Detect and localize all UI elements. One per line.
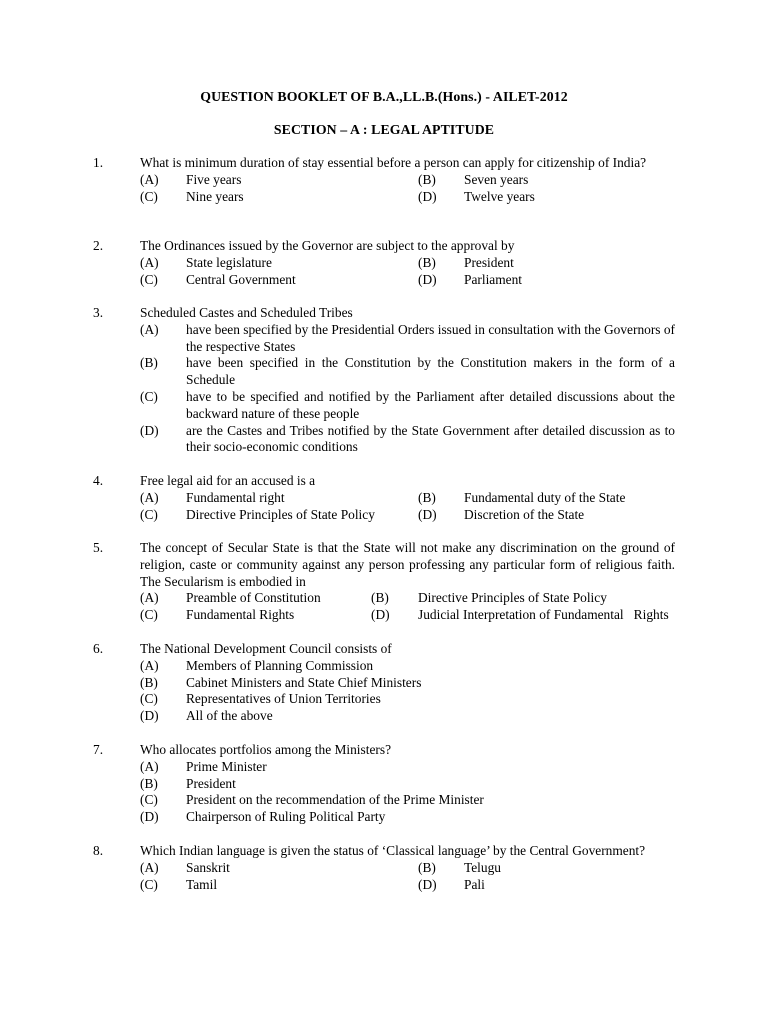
question-stem: Free legal aid for an accused is a [140, 473, 316, 488]
option-text: Chairperson of Ruling Political Party [186, 809, 386, 825]
question-number: 8. [93, 843, 104, 858]
option-label: (A) [140, 171, 159, 187]
option-text: have been specified in the Constitution by the Constitution makers in the form of a Schedule [186, 355, 675, 388]
option-row [0, 860, 768, 877]
option-label: (D) [418, 188, 437, 204]
option-item [0, 355, 768, 389]
option-text: State legislature [186, 254, 272, 270]
option-text: President [186, 775, 236, 791]
option-label: (D) [140, 708, 159, 724]
question-3 [0, 305, 768, 456]
question-number: 5. [93, 540, 104, 555]
option-row [0, 272, 768, 289]
option-label: (A) [140, 657, 159, 673]
option-label: (C) [140, 271, 158, 287]
option-row [0, 792, 768, 809]
option-label: (A) [140, 489, 159, 505]
question-6 [0, 641, 768, 725]
option-row [0, 490, 768, 507]
question-7 [0, 742, 768, 826]
option-text: Fundamental right [186, 489, 285, 505]
option-label: (D) [371, 607, 390, 623]
option-label: (D) [140, 809, 159, 825]
option-text: All of the above [186, 708, 273, 724]
option-text: Nine years [186, 188, 244, 204]
question-number: 7. [93, 742, 104, 757]
option-label: (B) [140, 355, 158, 371]
question-stem: The National Development Council consists of [140, 641, 392, 656]
option-text: Fundamental Rights [186, 607, 295, 623]
question-number: 6. [93, 641, 104, 656]
option-label: (B) [371, 590, 389, 606]
option-item [0, 322, 768, 356]
question-number: 3. [93, 305, 104, 320]
section-heading: SECTION – A : LEGAL APTITUDE [273, 122, 495, 137]
option-text: Fundamental duty of the State [464, 489, 626, 505]
option-label: (D) [418, 506, 437, 522]
option-row [0, 877, 768, 894]
option-text: Sanskrit [186, 859, 230, 875]
option-text: have to be specified and notified by the Parliament after detailed discussions about the backward nature of these people [186, 388, 675, 421]
option-text: Central Government [186, 271, 296, 287]
question-stem: Who allocates portfolios among the Ministers? [140, 742, 392, 757]
option-text: Pali [464, 876, 485, 892]
option-label: (C) [140, 607, 158, 623]
question-8 [0, 843, 768, 893]
option-text: Seven years [464, 171, 529, 187]
option-label: (C) [140, 388, 158, 404]
option-row [0, 607, 768, 624]
option-text: Prime Minister [186, 758, 267, 774]
option-text: President on the recommendation of the Prime Minister [186, 792, 484, 808]
option-row [0, 776, 768, 793]
question-number: 1. [93, 155, 104, 170]
option-label: (B) [418, 859, 436, 875]
option-label: (C) [140, 506, 158, 522]
option-row [0, 809, 768, 826]
option-label: (A) [140, 758, 159, 774]
option-label: (D) [418, 876, 437, 892]
question-stem: What is minimum duration of stay essential before a person can apply for citizenship of India? [140, 155, 647, 170]
question-4 [0, 473, 768, 523]
option-text: Representatives of Union Territories [186, 691, 381, 707]
option-label: (B) [418, 171, 436, 187]
option-text: President [464, 254, 514, 270]
option-label: (B) [418, 489, 436, 505]
question-stem: The Ordinances issued by the Governor are subject to the approval by [140, 238, 515, 253]
option-row [0, 708, 768, 725]
option-row [0, 507, 768, 524]
option-row [0, 658, 768, 675]
option-text: Directive Principles of State Policy [418, 590, 607, 606]
option-text: Preamble of Constitution [186, 590, 321, 606]
question-stem: Scheduled Castes and Scheduled Tribes [140, 305, 353, 320]
option-text: are the Castes and Tribes notified by the State Government after detailed discussion as to their socio-economic conditions [186, 422, 675, 455]
option-text: Twelve years [464, 188, 535, 204]
option-label: (D) [418, 271, 437, 287]
option-text: Telugu [464, 859, 501, 875]
option-row [0, 691, 768, 708]
option-text: Members of Planning Commission [186, 657, 374, 673]
question-number: 4. [93, 473, 104, 488]
option-label: (C) [140, 691, 158, 707]
option-item [0, 423, 768, 457]
option-label: (C) [140, 188, 158, 204]
option-label: (C) [140, 876, 158, 892]
option-text: Cabinet Ministers and State Chief Ministers [186, 674, 422, 690]
question-stem: The concept of Secular State is that the State will not make any discrimination on the ground of religion, caste or community against any person professing any particular form of religious faith. The Secularism is embodied in [140, 540, 675, 589]
option-text: Directive Principles of State Policy [186, 506, 375, 522]
option-row [0, 675, 768, 692]
option-row [0, 172, 768, 189]
option-text: Judicial Interpretation of Fundamental Rights [418, 607, 669, 623]
question-2 [0, 238, 768, 288]
booklet-title: QUESTION BOOKLET OF B.A.,LL.B.(Hons.) - AILET-2012 [200, 89, 568, 104]
option-text: Five years [186, 171, 242, 187]
option-label: (B) [140, 674, 158, 690]
question-stem: Which Indian language is given the status of ‘Classical language’ by the Central Government? [140, 843, 646, 858]
question-1 [0, 155, 768, 205]
option-label: (A) [140, 321, 159, 337]
option-label: (A) [140, 859, 159, 875]
option-label: (B) [140, 775, 158, 791]
option-row [0, 590, 768, 607]
option-text: Tamil [186, 876, 218, 892]
question-number: 2. [93, 238, 104, 253]
option-text: Discretion of the State [464, 506, 585, 522]
option-row [0, 189, 768, 206]
option-label: (B) [418, 254, 436, 270]
option-text: have been specified by the Presidential Orders issued in consultation with the Governors of the respective States [186, 321, 676, 354]
option-item [0, 389, 768, 423]
option-row [0, 759, 768, 776]
option-label: (A) [140, 590, 159, 606]
option-label: (D) [140, 422, 159, 438]
option-text: Parliament [464, 271, 523, 287]
option-label: (A) [140, 254, 159, 270]
question-5 [0, 540, 768, 624]
option-row [0, 255, 768, 272]
option-label: (C) [140, 792, 158, 808]
